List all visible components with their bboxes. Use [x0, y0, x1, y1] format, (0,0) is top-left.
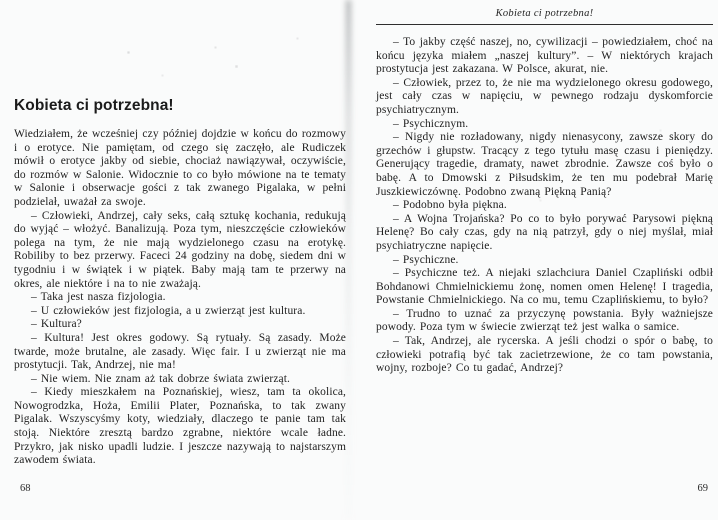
paragraph: – Psychicznym. — [393, 117, 469, 130]
right-page-body — [376, 36, 713, 376]
paragraph: – U człowieków jest fizjologia, a u zwierząt jest kultura. — [31, 304, 306, 317]
paragraph: – Psychiczne też. A niejaki szlachciura Daniel Czapliński odbił Bohdanowi Chmielnickiemu żonę, nomen omen Helenę! I tragedia, Powstanie Chmielnickiego. Na co mu, temu Czaplińskiemu, to było? — [376, 267, 713, 307]
paragraph: – Człowieki, Andrzej, cały seks, całą sztukę kochania, redukują do wyjąć – włożyć. Banalizują. Poza tym, nieszczęście człowieków polega na tym, że nie mają wydzielonego czasu na erotykę. Robiliby to bez przerwy. Faceci 24 godziny na dobę, siedem dni w tygodniu i w świątek i w piątek. Baby mają tam te przerwy na okres, ale niektóre i na to nie zważają. — [14, 209, 346, 290]
page-number-right: 69 — [697, 483, 708, 494]
running-header: Kobieta ci potrzebna! — [495, 8, 594, 19]
paragraph: – To jakby część naszej, no, cywilizacji – powiedziałem, choć na końcu języka miałem „naszej kultury”. – W niektórych krajach prostytucja jest zakazana. W Polsce, akurat, nie. — [376, 36, 713, 76]
paragraph: – Kiedy mieszkałem na Poznańskiej, wiesz, tam ta okolica, Nowogrodzka, Hoża, Emilii Plater, Poznańska, to tak zwany Pigalak. Wszyscyśmy koty, wiedziały, dlaczego te panie tam tak stoją. Niektóre zresztą bardzo zgrabne, niektóre wcale ładne. Przykro, jak nisko upadli ludzie. I jeszcze nazywają to najstarszym zawodem świata. — [14, 386, 346, 467]
header-rule — [376, 24, 713, 25]
paragraph: – Psychiczne. — [393, 253, 459, 266]
paragraph: – Człowiek, przez to, że nie ma wydzielonego okresu godowego, jest cały czas w napięciu, w pewnego rodzaju dyskomforcie psychiatrycznym. — [376, 76, 713, 116]
paragraph: Wiedziałem, że wcześniej czy później dojdzie w końcu do rozmowy i o erotyce. Nie pamiętam, od czego się zaczęło, ale Rudiczek mówił o erotyce jakby od siebie, chociaż nawiązywał, oczywiście, do rozmów w Salonie. Widocznie to co było mówione na te tematy w Salonie i obserwacje gości z tak zwanego Pigalaka, w pełni podzielał, uważał za swoje. — [14, 128, 346, 208]
paragraph: – A Wojna Trojańska? Po co to było porywać Parysowi piękną Helenę? Bo cały czas, gdy na nią patrzył, gdy o niej myślał, miał psychiatryczne napięcie. — [376, 212, 713, 252]
paragraph: – Taka jest nasza fizjologia. — [31, 291, 166, 304]
gutter-shadow — [346, 0, 351, 520]
scan-dust — [0, 0, 1, 1]
paragraph: – Kultura! Jest okres godowy. Są rytuały. Są zasady. Może twarde, może brutalne, ale zasady. Więc fair. I u zwierząt nie ma prostytucji. Tak, Andrzej, nie ma! — [14, 331, 346, 372]
paragraph: – Kultura? — [31, 318, 82, 331]
paragraph: – Nie wiem. Nie znam aż tak dobrze świata zwierząt. — [31, 372, 291, 385]
paragraph: – Podobno była piękna. — [393, 199, 507, 212]
page-number-left: 68 — [20, 483, 31, 494]
paragraph: – Nigdy nie rozładowany, nigdy nienasycony, zawsze skory do grzechów i głupstw. Tracący z tego tytułu masę czasu i pieniędzy. Generujący tragedie, dramaty, nawet zbrodnie. Zawsze coś było o babę. A to Dmowski z Piłsudskim, że ten mu podebrał Marię Juszkiewiczównę. Podobno zwaną Piękną Panią? — [376, 131, 713, 198]
paragraph: – Tak, Andrzej, ale rycerska. A jeśli chodzi o spór o babę, to człowieki potrafią być tak zacietrzewione, że co tam powstania, wojny, rozboje? Co tu gadać, Andrzej? — [376, 335, 713, 375]
left-page-body — [14, 128, 346, 468]
paragraph: – Trudno to uznać za przyczynę powstania. Były ważniejsze powody. Poza tym w świecie zwierząt też jest walka o samice. — [376, 307, 713, 334]
chapter-heading: Kobieta ci potrzebna! — [14, 97, 174, 114]
